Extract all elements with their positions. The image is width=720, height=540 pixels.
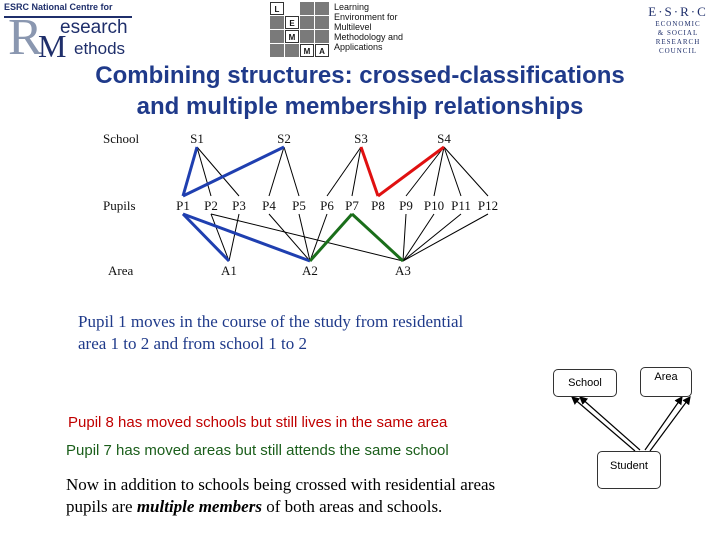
school-label: S2: [277, 131, 291, 146]
pupil-label: P4: [262, 198, 276, 213]
row-label-area: Area: [108, 263, 134, 278]
lemma-grid-cell: L: [270, 2, 284, 15]
pupil-label: P3: [232, 198, 246, 213]
school-label: S4: [437, 131, 451, 146]
summary-post: of both areas and schools.: [261, 497, 443, 516]
school-pupil-edge: [444, 147, 461, 196]
pupil-label: P7: [345, 198, 359, 213]
pupil8-description: Pupil 8 has moved schools but still lives in the same area: [68, 414, 448, 431]
lemma-grid-cell: M: [285, 30, 299, 43]
arrow-student-to-area: [650, 397, 690, 451]
summary-line-2: [66, 496, 586, 518]
slide-title-line-1: Combining structures: crossed-classifications: [95, 62, 625, 89]
lemma-grid-cell: A: [315, 44, 329, 57]
lemma-text-line: Multilevel: [334, 22, 372, 32]
pupil-label: P6: [320, 198, 334, 213]
pupil-area-edge: [211, 214, 403, 261]
pupil-label: P9: [399, 198, 413, 213]
pupil-label: P8: [371, 198, 385, 213]
school-label: S1: [190, 131, 204, 146]
ncrm-logo-r: R: [8, 9, 43, 66]
pupil-label: P10: [423, 198, 445, 213]
esrc-logo-line: RESEARCH: [655, 38, 701, 46]
pupil7-area-edge: [310, 214, 352, 261]
lemma-text-line: Methodology and: [334, 32, 404, 42]
esrc-logo-line: ECONOMIC: [655, 20, 701, 28]
pupil1-area-edge: [183, 214, 310, 261]
pupil1-school-edge: [183, 147, 284, 196]
ncrm-logo-word-research: esearch: [60, 17, 128, 38]
pupil7-description: Pupil 7 has moved areas but still attends the same school: [66, 442, 449, 459]
mini-node-area: Area: [640, 367, 692, 397]
summary-pre: pupils are: [66, 497, 137, 516]
pupil-area-edge: [403, 214, 406, 261]
pupil-area-edge: [211, 214, 229, 261]
school-pupil-edge: [327, 147, 361, 196]
pupil-label: P5: [292, 198, 306, 213]
row-label-pupils: Pupils: [103, 198, 136, 213]
pupil7-area-edge: [352, 214, 403, 261]
area-label: A2: [302, 263, 318, 278]
pupil-area-edge: [310, 214, 327, 261]
pupil8-school-edge: [361, 147, 378, 196]
pupil-label: P2: [204, 198, 218, 213]
lemma-text-line: Environment for: [334, 12, 398, 22]
pupil8-school-edge: [378, 147, 444, 196]
ncrm-logo-m: M: [38, 28, 67, 64]
pupil-area-edge: [403, 214, 488, 261]
slide-title-line-2: and multiple membership relationships: [136, 93, 584, 120]
row-label-school: School: [103, 131, 140, 146]
pupil-area-edge: [229, 214, 239, 261]
esrc-logo-line: & SOCIAL: [657, 29, 699, 37]
mini-node-school: School: [553, 369, 617, 397]
arrow-student-to-school: [580, 397, 640, 450]
arrow-student-to-school: [572, 397, 635, 451]
ncrm-logo-word-methods: ethods: [74, 39, 126, 58]
pupil1-description: [78, 311, 558, 355]
school-pupil-edge: [284, 147, 299, 196]
pupil-area-edge: [403, 214, 434, 261]
mini-node-student: Student: [597, 451, 661, 489]
esrc-logo-line: COUNCIL: [658, 47, 698, 55]
pupil1-description-line: area 1 to 2 and from school 1 to 2: [78, 334, 307, 353]
lemma-text-line: Learning: [334, 2, 370, 12]
arrow-student-to-area: [645, 397, 682, 450]
ncrm-logo-title: ESRC National Centre for: [4, 2, 132, 18]
pupil-label: P1: [176, 198, 190, 213]
summary-line-1: Now in addition to schools being crossed with residential areas: [66, 475, 496, 494]
summary-text: [66, 474, 586, 518]
school-pupil-edge: [444, 147, 488, 196]
pupil-label: P11: [451, 198, 471, 213]
pupil1-description-line: Pupil 1 moves in the course of the study from residential: [78, 312, 464, 331]
esrc-logo-title: E·S·R·C: [648, 4, 708, 19]
area-label: A1: [221, 263, 237, 278]
school-label: S3: [354, 131, 368, 146]
lemma-grid-cell: E: [285, 16, 299, 29]
pupil-label: P12: [477, 198, 499, 213]
area-label: A3: [395, 263, 411, 278]
pupil-area-edge: [403, 214, 461, 261]
lemma-text-line: Applications: [334, 42, 383, 52]
lemma-grid-cell: M: [300, 44, 314, 57]
summary-emphasis: multiple members: [136, 497, 262, 516]
